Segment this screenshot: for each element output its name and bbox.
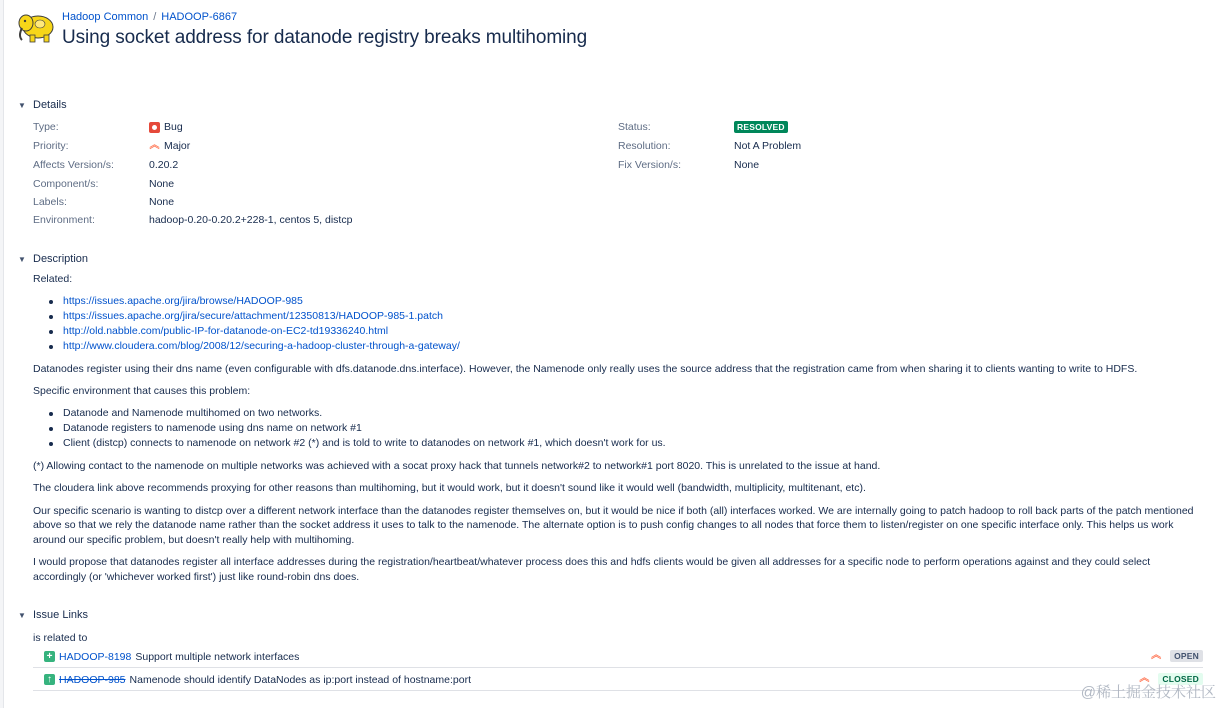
status-badge: CLOSED <box>1158 673 1203 685</box>
related-link[interactable]: http://old.nabble.com/public-IP-for-datanode-on-EC2-td19336240.html <box>63 324 389 337</box>
linked-issue-key[interactable]: HADOOP-985 <box>59 673 126 686</box>
status-value <box>734 121 788 133</box>
status-label: Status: <box>618 121 651 133</box>
description-paragraph: (*) Allowing contact to the namenode on multiple networks was achieved with a socat proxy hack that tunnels network#2 to network#1 port 8020. This is unrelated to the issue at hand. <box>33 459 881 472</box>
related-link[interactable]: https://issues.apache.org/jira/browse/HADOOP-985 <box>63 294 303 307</box>
breadcrumb-project-link[interactable]: Hadoop Common <box>62 11 149 23</box>
breadcrumb-issue-key-link[interactable]: HADOOP-6867 <box>161 11 238 23</box>
description-paragraph: Datanodes register using their dns name (even configurable with dfs.datanode.dns.interface). However, the Namenode only really uses the source address that the registration came from when sharing it to clients wanting to write to HDFS. <box>33 362 1138 375</box>
improvement-icon: ↑ <box>44 674 55 685</box>
table-row <box>33 646 1203 668</box>
list-item <box>33 324 1203 339</box>
breadcrumb <box>62 11 237 23</box>
status-badge: OPEN <box>1170 650 1203 662</box>
linked-issue-meta <box>1151 650 1203 662</box>
type-value-text: Bug <box>164 121 183 133</box>
resolution-value: Not A Problem <box>734 140 802 152</box>
description-body <box>33 272 1203 584</box>
list-item <box>33 309 1203 324</box>
list-item: Datanode and Namenode multihomed on two networks. <box>33 406 1203 421</box>
components-value: None <box>149 178 175 190</box>
related-label: Related: <box>33 273 73 285</box>
resolution-label: Resolution: <box>618 140 671 152</box>
details-heading: Details <box>33 99 67 111</box>
environment-label: Environment: <box>33 214 95 226</box>
list-item <box>33 294 1203 309</box>
details-section-toggle[interactable] <box>18 99 67 111</box>
environment-value: hadoop-0.20-0.20.2+228-1, centos 5, distcp <box>149 214 353 226</box>
description-paragraph: The cloudera link above recommends proxying for other reasons than multihoming, but it would work, but it doesn't sound like it would well (bandwidth, multiplicity, multitenant, etc). <box>33 482 866 494</box>
chevron-down-icon: ▼ <box>18 610 26 620</box>
bug-icon <box>149 122 160 133</box>
priority-major-icon: ︽ <box>1151 650 1162 661</box>
priority-major-icon: ︽ <box>149 140 160 151</box>
description-paragraph: Specific environment that causes this problem: <box>33 385 251 397</box>
new-feature-icon: + <box>44 651 55 662</box>
table-row <box>33 669 1203 691</box>
components-label: Component/s: <box>33 178 99 190</box>
list-item: Datanode registers to namenode using dns name on network #1 <box>33 421 1203 436</box>
priority-value <box>149 140 190 152</box>
status-badge: RESOLVED <box>734 121 788 133</box>
description-section-toggle[interactable] <box>18 253 88 265</box>
type-label: Type: <box>33 121 59 133</box>
type-value <box>149 121 183 133</box>
list-item <box>33 339 1203 354</box>
description-paragraph: I would propose that datanodes register all interface addresses during the registration/heartbeat/whatever process does this and hdfs clients would be given all addresses for a specific node to perform operations against and they could select accordingly (or 'whichever worked first') just like round-robin dns does. <box>33 556 1151 583</box>
list-item: Client (distcp) connects to namenode on network #2 (*) and is told to write to datanodes on network #1, which doesn't work for us. <box>33 436 1203 451</box>
labels-label: Labels: <box>33 196 67 208</box>
fix-version-label: Fix Version/s: <box>618 159 682 171</box>
watermark: @稀土掘金技术社区 <box>1080 684 1216 701</box>
chevron-down-icon: ▼ <box>18 100 26 110</box>
page-title: Using socket address for datanode registry breaks multihoming <box>62 27 588 48</box>
description-heading: Description <box>33 253 89 265</box>
linked-issue-key[interactable]: HADOOP-8198 <box>59 650 132 663</box>
hadoop-elephant-logo-icon[interactable] <box>16 10 56 44</box>
affects-version-label: Affects Version/s: <box>33 159 114 171</box>
related-link[interactable]: http://www.cloudera.com/blog/2008/12/securing-a-hadoop-cluster-through-a-gateway/ <box>63 339 460 352</box>
fix-version-value: None <box>734 159 760 171</box>
link-relation-label: is related to <box>33 632 88 644</box>
linked-issue-summary[interactable]: Support multiple network interfaces <box>135 650 300 663</box>
affects-version-value[interactable]: 0.20.2 <box>149 159 179 171</box>
breadcrumb-separator: / <box>153 11 157 23</box>
linked-issue-summary[interactable]: Namenode should identify DataNodes as ip:port instead of hostname:port <box>129 673 471 686</box>
priority-major-icon: ︽ <box>1139 673 1150 684</box>
environment-bullets <box>33 406 1203 451</box>
issue-links-heading: Issue Links <box>33 609 89 621</box>
priority-label: Priority: <box>33 140 69 152</box>
related-link[interactable]: https://issues.apache.org/jira/secure/attachment/12350813/HADOOP-985-1.patch <box>63 309 443 322</box>
chevron-down-icon: ▼ <box>18 254 26 264</box>
related-links-list <box>33 294 1203 354</box>
description-paragraph: Our specific scenario is wanting to distcp over a different network interface than the datanodes register themselves on, but it would be nice if both (all) interfaces worked. We are internally going to patch hadoop to roll back parts of the patch mentioned above so that we rely the datanode name rather than the socket address it uses to talk to the namenode. The alternate option is to push config changes to all nodes that force them to listen/register on one specific interface only. This helps us work around our specific problem, but doesn't really help with multihoming. <box>33 504 1194 546</box>
labels-value: None <box>149 196 175 208</box>
left-edge-bar <box>0 0 4 708</box>
issue-header <box>16 10 816 60</box>
priority-value-text: Major <box>164 140 191 152</box>
issue-links-section-toggle[interactable] <box>18 609 88 621</box>
